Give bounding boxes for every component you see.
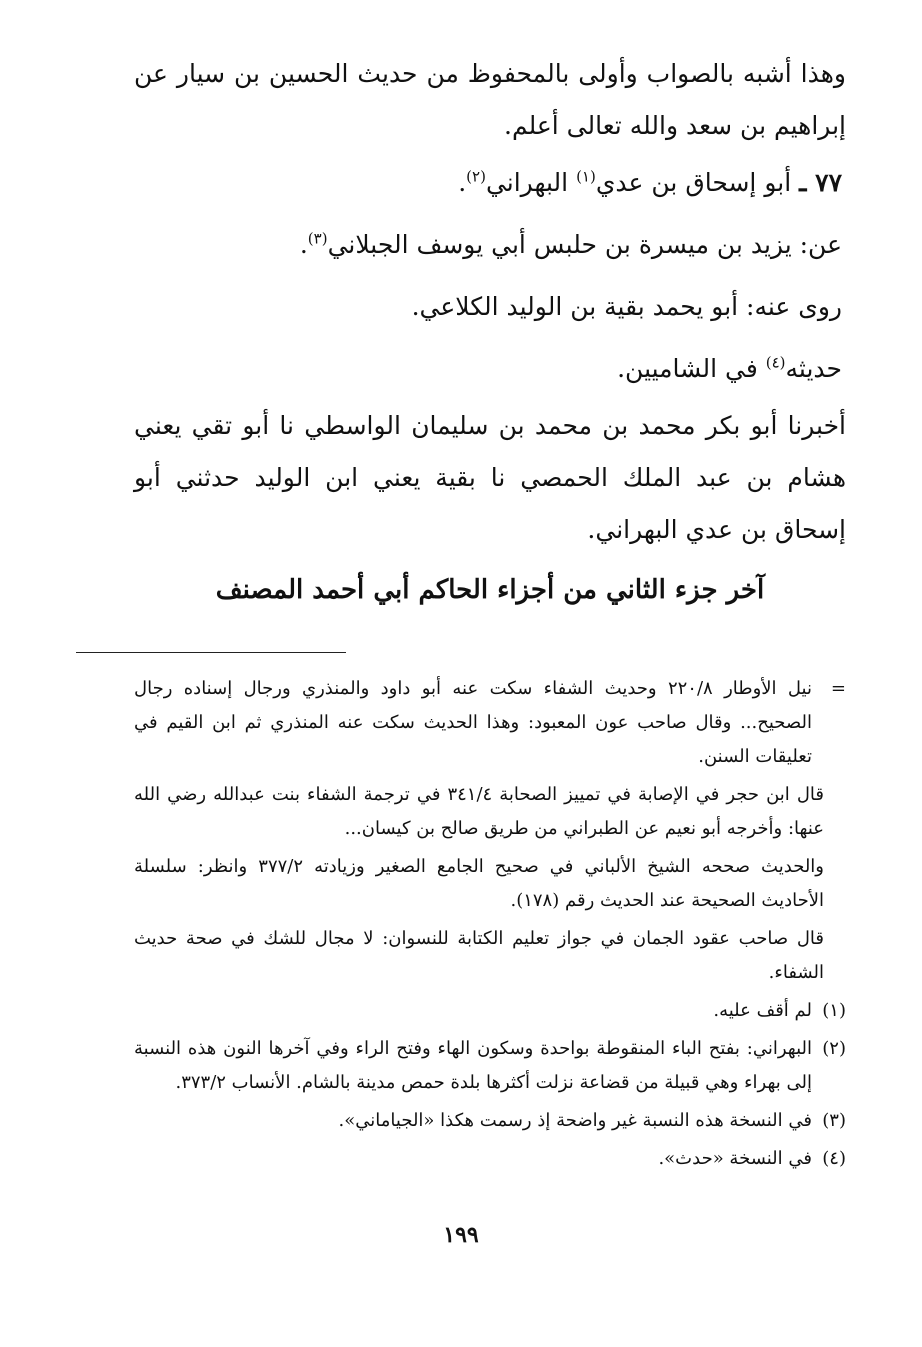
footnote-mark: (٣) [822, 1110, 846, 1131]
footnote-ref-4: (٤) [765, 353, 786, 372]
footnote-ref-2: (٢) [466, 167, 486, 186]
isnad-paragraph: أخبرنا أبو بكر محمد بن محمد بن سليمان الواسطي نا أبو تقي يعني هشام بن عبد الملك الحمصي نا بقية يعني ابن الوليد حدثني أبو إسحاق بن عدي البهراني. [134, 411, 846, 544]
hadith-line [134, 338, 846, 400]
main-text [134, 48, 846, 618]
footnote-continuation-text: نيل الأوطار ٢٢٠/٨ وحديث الشفاء سكت عنه أبو داود والمنذري ورجال إسناده رجال الصحيح... وقال صاحب عون المعبود: وهذا الحديث سكت عنه المنذري ثم ابن القيم في تعليقات السنن. [134, 678, 812, 767]
footnote-mark: (١) [822, 1000, 846, 1021]
hadith-label: حديثه [785, 354, 842, 383]
footnote-1 [134, 994, 846, 1028]
footnote-4 [134, 1142, 846, 1176]
footnote-text: في النسخة «حدث». [658, 1148, 812, 1169]
footnote-mark: (٢) [822, 1038, 846, 1059]
teacher-text: عن: يزيد بن ميسرة بن حلبس أبي يوسف الجبلاني [327, 230, 842, 259]
footnote-mark: (٤) [822, 1148, 846, 1169]
footnote-2 [134, 1032, 846, 1100]
entry-number: ٧٧ ـ [799, 168, 842, 197]
footnote-text: البهراني: بفتح الباء المنقوطة بواحدة وسكون الهاء وفتح الراء وفي آخرها النون هذه النسبة إلى بهراء وهي قبيلة من قضاعة نزلت أكثرها بلدة حمص مدينة بالشام. الأنساب ٣٧٣/٢. [134, 1038, 812, 1093]
footnote-paragraph: قال صاحب عقود الجمان في جواز تعليم الكتابة للنسوان: لا مجال للشك في صحة حديث الشفاء. [134, 928, 824, 983]
continuation-mark: = [830, 678, 846, 699]
closing-heading: آخر جزء الثاني من أجزاء الحاكم أبي أحمد المصنف [215, 575, 765, 605]
footnote-text: في النسخة هذه النسبة غير واضحة إذ رسمت هكذا «الجياماني». [338, 1110, 812, 1131]
entry-heading: ٧٧ ـ أبو إسحاق بن عدي$^{(١)}$ البهراني$^{(٢)}$. [458, 167, 842, 197]
footnote-paragraph: قال ابن حجر في الإصابة في تمييز الصحابة ٣٤١/٤ في ترجمة الشفاء بنت عبدالله رضي الله عنها: وأخرجه أبو نعيم عن الطبراني من طريق صالح بن كيسان... [134, 784, 824, 839]
footnote-ref-1: (١) [576, 167, 596, 186]
footnote-3 [134, 1104, 846, 1138]
hadith-rest: في الشاميين. [617, 354, 758, 383]
student-line: روى عنه: أبو يحمد بقية بن الوليد الكلاعي. [411, 292, 842, 321]
page-number: ١٩٩ [443, 1222, 479, 1248]
footnotes [134, 672, 846, 1180]
entry-name: أبو إسحاق بن عدي [595, 168, 792, 197]
teacher-line: عن: يزيد بن ميسرة بن حلبس أبي يوسف الجبلاني$^{(٣)}$. [299, 229, 842, 259]
footnote-continuation [134, 672, 846, 774]
footnote-paragraph: والحديث صححه الشيخ الألباني في صحيح الجامع الصغير وزيادته ٣٧٧/٢ وانظر: سلسلة الأحاديث الصحيحة عند الحديث رقم (١٧٨). [134, 856, 824, 911]
footnote-ref-3: (٣) [307, 229, 328, 248]
entry-nisba: البهراني [485, 168, 569, 197]
footnote-divider [76, 652, 346, 653]
footnote-text: لم أقف عليه. [713, 1000, 812, 1021]
intro-paragraph: وهذا أشبه بالصواب وأولى بالمحفوظ من حديث الحسين بن سيار عن إبراهيم بن سعد والله تعالى أعلم. [134, 59, 846, 140]
